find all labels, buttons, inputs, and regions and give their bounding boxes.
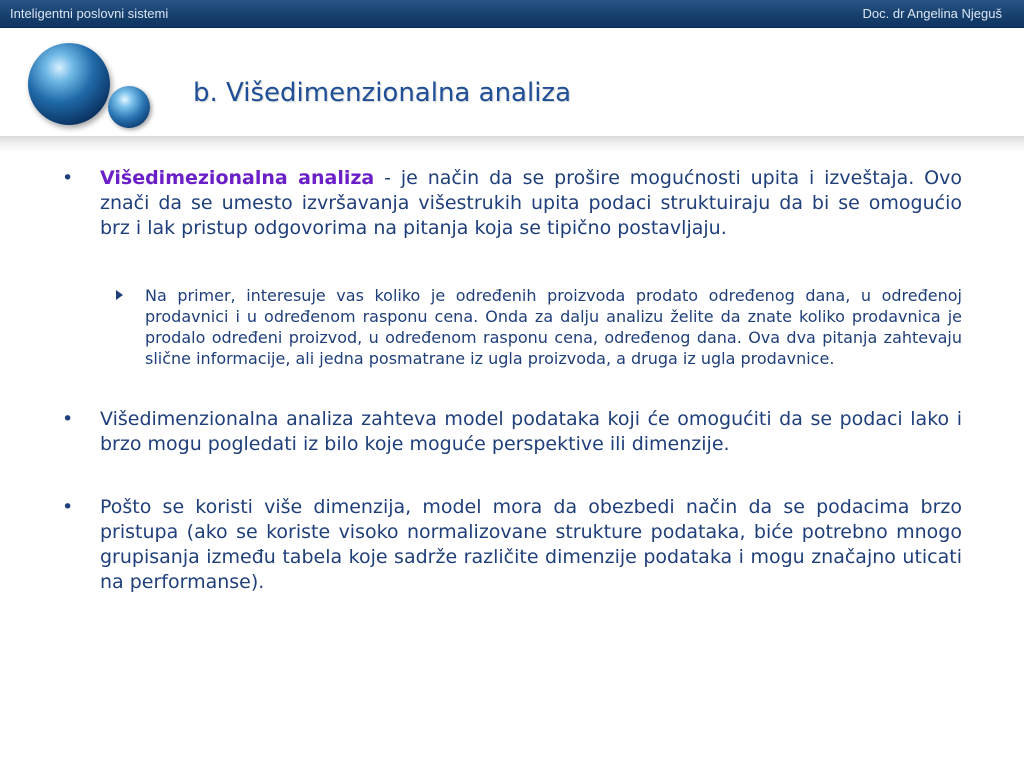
bullet-1 [62,166,962,241]
bullet-2 [62,407,962,457]
bullet-text: - je način da se proširе mogućnosti upita i izveštaja. Ovo znači da se umesto izvršavanja višestrukih upita podaci struktuiraju da bi se omogućio brz i lak pristup odgovorima na pitanja koja se tipično postavljaju. [100,167,962,239]
slide-body [62,166,962,595]
header-divider [0,136,1024,152]
bullet-text: Višedimenzionalna analiza zahteva model podataka koji će omogućiti da se podaci lako i brzo mogu pogledati iz bilo koje moguće perspektive ili dimenzije. [100,408,962,455]
course-name: Inteligentni poslovni sistemi [10,6,169,21]
sub-bullet [145,285,962,369]
bullet-dot: • [62,496,74,518]
globe-logo-large-icon [28,43,110,125]
arrow-bullet-icon [116,290,123,300]
author-name: Doc. dr Angelina Njeguš [862,6,1002,21]
bullet-dot: • [62,167,74,189]
globe-logo-small-icon [108,86,150,128]
bullet-dot: • [62,408,74,430]
top-banner [0,0,1024,28]
bullet-3 [62,495,962,595]
slide-title: b. Višedimenzionalna analiza [193,78,572,108]
bullet-term: Višedimezionalna analiza [100,167,375,189]
bullet-text: Pošto se koristi više dimenzija, model mora da obezbedi način da se podacima brzo pristupa (ako se koriste visoko normalizovane strukture podataka, biće potrebno mnogo grupisanja između tabela koje sadrže različite dimenzije podataka i mogu značajno uticati na performanse). [100,496,962,593]
sub-bullet-text: Na primer, interesuje vas koliko je određenih proizvoda prodato određenog dana, u određenoj prodavnici i u određenom rasponu cena. Onda za dalju analizu želite da znate koliko prodavnica je prodalo određeni proizvod, u određenom rasponu cena, određenog dana. Ova dva pitanja zahtevaju slične informacije, ali jedna posmatrane iz ugla proizvoda, a druga iz ugla prodavnice. [145,286,962,368]
